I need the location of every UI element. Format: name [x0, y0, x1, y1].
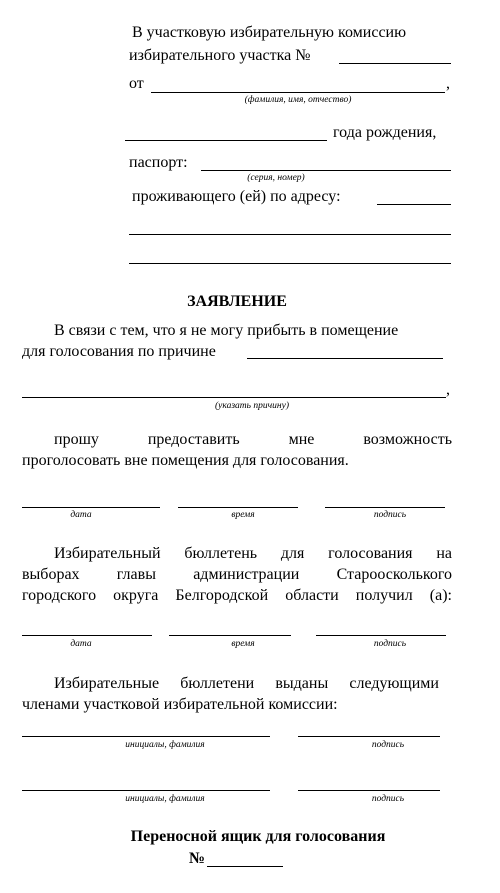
birth-year-field[interactable]	[125, 140, 327, 141]
full-name-caption: (фамилия, имя, отчество)	[244, 95, 352, 105]
date-caption-1: дата	[70, 510, 92, 520]
time-caption-2: время	[231, 639, 255, 649]
request-text-line2: проголосовать вне помещения для голосования.	[22, 452, 349, 469]
issued-text-line1: Избирательные бюллетени выданы следующими	[54, 675, 439, 692]
time-field-2[interactable]	[169, 635, 291, 636]
document-title: ЗАЯВЛЕНИЕ	[187, 293, 287, 310]
member-name-field-2[interactable]	[22, 790, 270, 791]
address-label: проживающего (ей) по адресу:	[132, 188, 341, 205]
full-name-field[interactable]	[151, 92, 445, 93]
ballot-text-line1: Избирательный бюллетень для голосования на	[54, 545, 452, 562]
date-caption-2: дата	[70, 639, 92, 649]
member-initials-caption-1: инициалы, фамилия	[125, 740, 205, 750]
address-field-2[interactable]	[129, 234, 451, 235]
ballot-text-line2: выборах главы администрации Староосколького	[22, 566, 452, 583]
reason-field-2[interactable]	[22, 397, 446, 398]
reason-field-1[interactable]	[247, 358, 443, 359]
passport-label: паспорт:	[129, 154, 188, 171]
passport-caption: (серия, номер)	[247, 173, 305, 183]
reason-comma: ,	[446, 381, 450, 398]
time-field-1[interactable]	[178, 507, 298, 508]
signature-field-1[interactable]	[325, 507, 445, 508]
portable-box-label: Переносной ящик для голосования	[130, 828, 386, 845]
address-field-1[interactable]	[377, 204, 451, 205]
reason-text-line2: для голосования по причине	[22, 343, 216, 360]
member-name-field-1[interactable]	[22, 736, 270, 737]
reason-text-line1: В связи с тем, что я не могу прибыть в помещение	[54, 322, 399, 339]
passport-field[interactable]	[201, 170, 451, 171]
date-field-2[interactable]	[22, 635, 152, 636]
from-label: от	[129, 75, 144, 92]
issued-text-line2: членами участковой избирательной комиссии:	[22, 696, 338, 713]
box-number-label: №	[189, 850, 206, 867]
commission-addressee: В участковую избирательную комиссию	[132, 24, 407, 41]
reason-caption: (указать причину)	[215, 401, 289, 411]
from-comma: ,	[446, 75, 450, 92]
member-signature-caption-1: подпись	[371, 740, 405, 750]
signature-field-2[interactable]	[316, 635, 446, 636]
date-field-1[interactable]	[22, 507, 160, 508]
box-number-field[interactable]	[207, 866, 283, 867]
member-signature-field-1[interactable]	[298, 736, 440, 737]
signature-caption-1: подпись	[373, 510, 407, 520]
ballot-text-line3: городского округа Белгородской области получил (а):	[22, 587, 452, 604]
time-caption-1: время	[231, 510, 255, 520]
request-text-line1: прошу предоставить мне возможность	[54, 431, 452, 448]
precinct-label: избирательного участка №	[129, 47, 311, 64]
signature-caption-2: подпись	[373, 639, 407, 649]
birth-year-label: года рождения,	[333, 124, 437, 141]
member-initials-caption-2: инициалы, фамилия	[125, 794, 205, 804]
member-signature-caption-2: подпись	[371, 794, 405, 804]
address-field-3[interactable]	[129, 263, 451, 264]
member-signature-field-2[interactable]	[298, 790, 440, 791]
precinct-number-field[interactable]	[339, 63, 451, 64]
